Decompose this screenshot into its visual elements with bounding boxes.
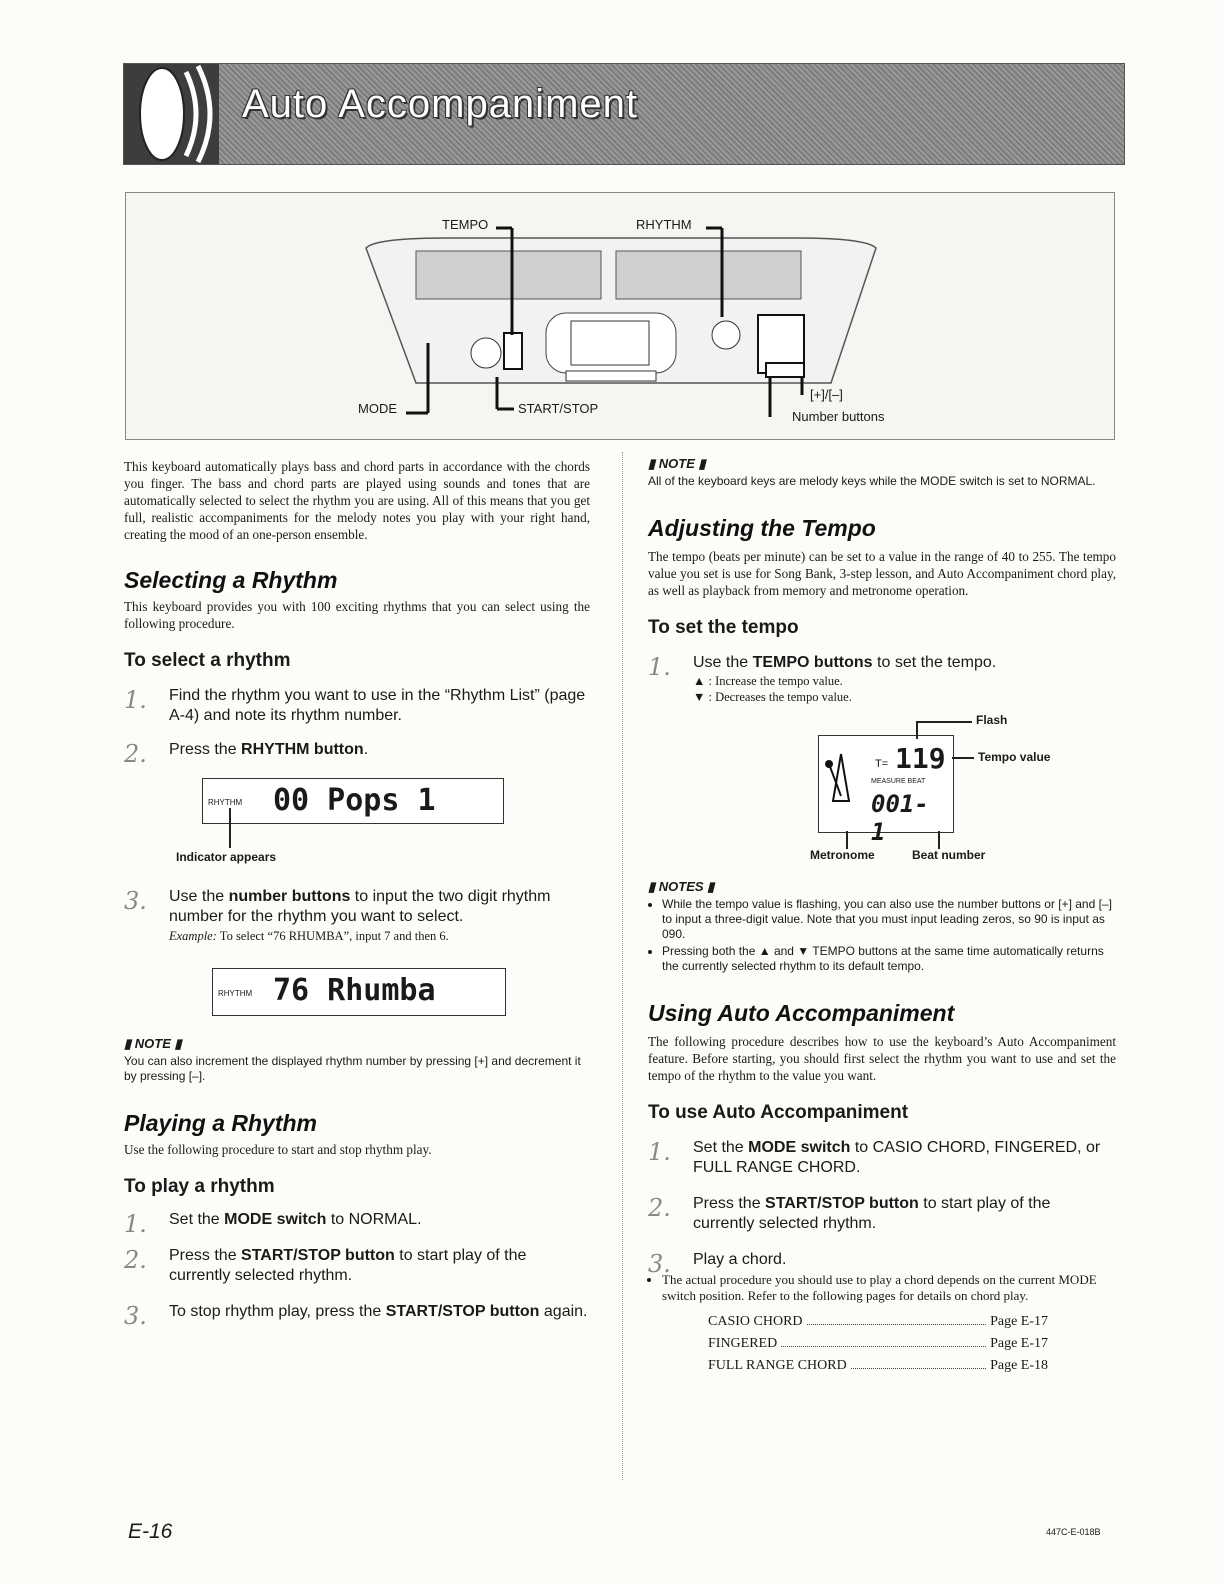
chord-bullet [648, 1272, 1116, 1304]
step-number: 2. [648, 1194, 671, 1222]
flash-pointer-vertical [916, 721, 918, 739]
adjusting-tempo-text: The tempo (beats per minute) can be set to a value in the range of 40 to 255. The tempo value you set is use for Song Bank, 3-step lesson, and Auto Accompaniment chord play, as well as playback from memory and metronome operation. [648, 549, 1116, 598]
lcd-display-rhumba [124, 968, 590, 1024]
tempo-step-1 [648, 653, 1116, 705]
play-step-2 [124, 1246, 590, 1286]
number-buttons-label: Number buttons [792, 409, 885, 424]
step-number: 3. [124, 1302, 147, 1330]
lcd-tempo-prefix: T= [875, 758, 889, 770]
step-text: Press the RHYTHM button. [169, 741, 369, 758]
lcd-measure-beat: MEASURE BEAT [871, 778, 926, 785]
play-rhythm-subheading: To play a rhythm [124, 1176, 275, 1197]
tempo-lcd-screen [818, 735, 954, 846]
step-text: Press the START/STOP button to start play of the currently selected rhythm. [169, 1247, 527, 1284]
lcd-text: 00 Pops 1 [273, 783, 436, 818]
note-item: • Pressing both the ▲ and ▼ TEMPO buttons at the same time automatically returns the currently selected rhythm to its default tempo. [662, 944, 1116, 974]
select-rhythm-subheading: To select a rhythm [124, 650, 291, 671]
step-text: Find the rhythm you want to use in the “Rhythm List” (page A-4) and note its rhythm number. [169, 687, 586, 724]
mode-note-text: All of the keyboard keys are melody keys while the MODE switch is set to NORMAL. [648, 474, 1096, 488]
page-title: Auto Accompaniment [242, 82, 638, 126]
tempo-notes [648, 879, 1116, 974]
playing-rhythm-text: Use the following procedure to start and stop rhythm play. [124, 1142, 432, 1157]
step-text: Play a chord. [693, 1251, 787, 1268]
flash-label: Flash [976, 713, 1008, 727]
rhythm-note [124, 1036, 590, 1084]
step-number: 2. [124, 740, 147, 768]
intro-paragraph: This keyboard automatically plays bass and chord parts in accordance with the chords you finger. The bass and chord parts are played using sounds and tones that are automatically selected to select the rhythm you are using. All of this means that you get full, realistic accompaniments for the melody notes you play with your right hand, creating the mood of an one-person ensemble. [124, 459, 590, 542]
step-number: 1. [124, 1210, 147, 1238]
step-number: 3. [648, 1250, 671, 1278]
beat-pointer [938, 831, 940, 849]
play-step-3 [124, 1302, 590, 1330]
rhythm-indicator: RHYTHM [208, 798, 243, 807]
note-title: ▮ NOTE ▮ [648, 456, 706, 471]
speaker-waves-icon [124, 64, 219, 164]
metronome-label: Metronome [810, 848, 875, 862]
select-step-2 [124, 740, 590, 768]
playing-rhythm-heading: Playing a Rhythm [124, 1110, 317, 1136]
step-number: 1. [648, 653, 671, 681]
select-step-3 [124, 887, 590, 944]
use-step-2 [648, 1194, 1116, 1234]
use-auto-accompaniment-subheading: To use Auto Accompaniment [648, 1102, 909, 1123]
lcd-measure-count: 001- 1 [871, 790, 929, 846]
lcd-screen [212, 968, 506, 1016]
set-tempo-subheading: To set the tempo [648, 617, 799, 638]
ref-row: FULL RANGE CHORD Page E-18 [708, 1358, 1048, 1373]
note-title: ▮ NOTE ▮ [124, 1036, 182, 1051]
using-auto-accompaniment-heading: Using Auto Accompaniment [648, 1000, 955, 1026]
metronome-icon [823, 746, 859, 806]
left-column [124, 458, 590, 1330]
note-item: • While the tempo value is flashing, you can also use the number buttons or [+] and [–] to input a three-digit value. Note that you must input leading zeros, so 90 is input as 090. [662, 897, 1116, 942]
using-auto-accompaniment-text: The following procedure describes how to use the keyboard’s Auto Accompaniment feature. Before starting, you should first select the rhythm you want to use and set the tempo of the rhythm to the value you want. [648, 1034, 1116, 1083]
keyboard-panel-illustration [126, 193, 1114, 439]
step-number: 2. [124, 1246, 147, 1274]
flash-pointer [916, 721, 972, 723]
use-step-1 [648, 1138, 1116, 1178]
play-step-1 [124, 1210, 590, 1238]
step-text: Use the number buttons to input the two digit rhythm number for the rhythm you want to select. [169, 888, 551, 925]
adjusting-tempo-heading: Adjusting the Tempo [648, 515, 876, 541]
page-number: E-16 [128, 1520, 173, 1543]
right-column [648, 456, 1116, 1374]
chord-page-refs [708, 1314, 1116, 1374]
keyboard-diagram [125, 192, 1115, 440]
rhythm-indicator: RHYTHM [218, 989, 253, 998]
use-step-3 [648, 1250, 1116, 1304]
lcd-display-pops [124, 778, 590, 873]
lcd-screen [202, 778, 504, 824]
tempo-lcd-figure [648, 715, 1116, 865]
step-number: 1. [124, 686, 147, 714]
tempo-up-line: ▲ : Increase the tempo value. [693, 674, 843, 688]
start-stop-label: START/STOP [518, 401, 599, 416]
tempo-label: TEMPO [442, 217, 489, 232]
notes-title: ▮ NOTES ▮ [648, 879, 715, 894]
selecting-rhythm-text: This keyboard provides you with 100 exciting rhythms that you can select using the following procedure. [124, 599, 590, 631]
lcd-text: 76 Rhumba [273, 973, 436, 1008]
ref-row: FINGERED Page E-17 [708, 1336, 1048, 1351]
example-line: Example: To select “76 RHUMBA”, input 7 and then 6. [169, 929, 449, 943]
step-text: Set the MODE switch to NORMAL. [169, 1211, 422, 1228]
note-text: You can also increment the displayed rhythm number by pressing [+] and decrement it by pressing [–]. [124, 1054, 581, 1083]
step-number: 3. [124, 887, 147, 915]
rhythm-label: RHYTHM [636, 217, 692, 232]
metronome-pointer [846, 831, 848, 849]
step-text: Set the MODE switch to CASIO CHORD, FINGERED, or FULL RANGE CHORD. [693, 1139, 1101, 1176]
step-number: 1. [648, 1138, 671, 1166]
ref-row: CASIO CHORD Page E-17 [708, 1314, 1048, 1329]
step-text: Press the START/STOP button to start play of the currently selected rhythm. [693, 1195, 1051, 1232]
step-text: Use the TEMPO buttons to set the tempo. [693, 654, 997, 671]
bullet-item: • The actual procedure you should use to play a chord depends on the current MODE switch position. Refer to the following pages for details on chord play. [662, 1272, 1116, 1304]
lcd-tempo-value: 119 [895, 742, 946, 775]
column-divider [622, 452, 623, 1480]
notes-list [648, 897, 1116, 974]
banner-icon-block [124, 64, 219, 164]
beat-number-label: Beat number [912, 848, 986, 862]
indicator-pointer [229, 808, 231, 848]
document-code: 447C-E-018B [1046, 1527, 1101, 1537]
tempo-value-label: Tempo value [978, 750, 1051, 764]
step-text: To stop rhythm play, press the START/STOP button again. [169, 1303, 588, 1320]
selecting-rhythm-heading: Selecting a Rhythm [124, 567, 338, 593]
tempo-value-pointer [952, 757, 974, 759]
indicator-caption: Indicator appears [176, 850, 277, 864]
select-step-1 [124, 686, 590, 726]
section-banner [123, 63, 1125, 165]
mode-label: MODE [358, 401, 397, 416]
plus-minus-label: [+]/[–] [810, 387, 843, 402]
tempo-down-line: ▼ : Decreases the tempo value. [693, 690, 852, 704]
